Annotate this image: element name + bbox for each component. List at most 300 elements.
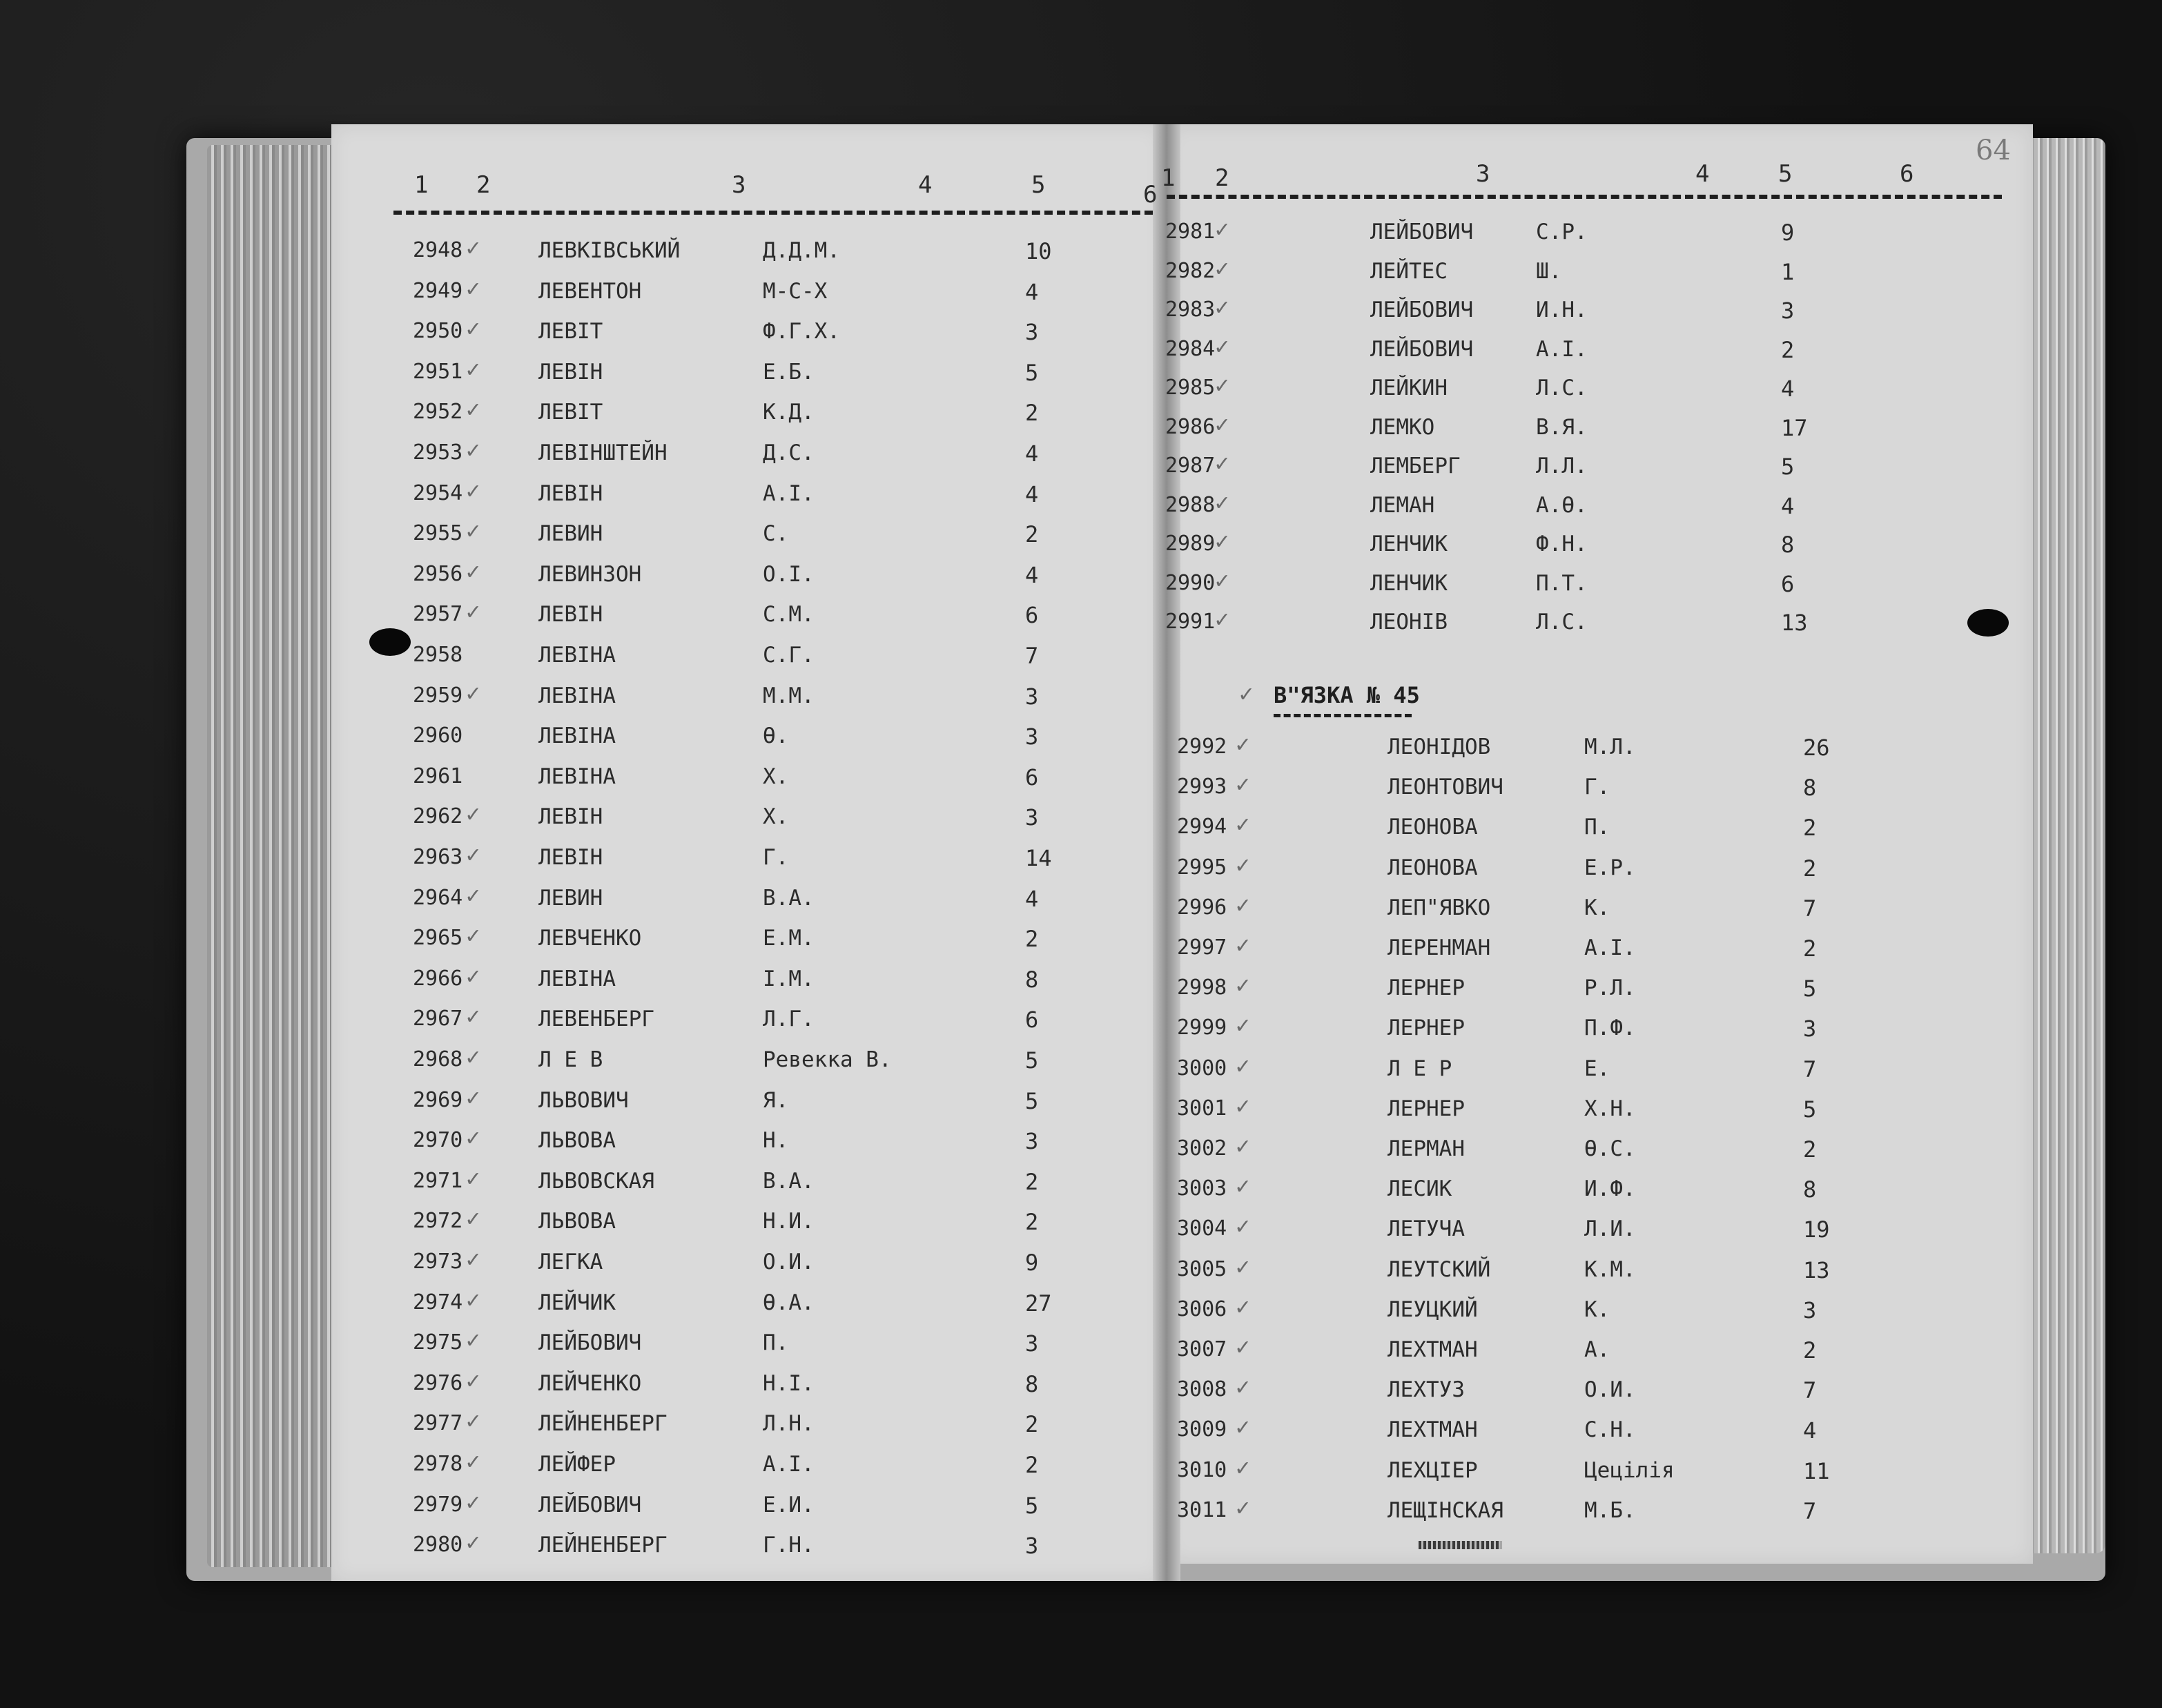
sheet-count: 11: [1803, 1457, 1830, 1484]
surname: ЛЕВІН: [538, 359, 603, 385]
left-header-col-4: 4: [918, 171, 933, 199]
check-mark-icon: ✓: [1215, 332, 1229, 360]
check-mark-icon: ✓: [1236, 1373, 1250, 1401]
bundle-heading: В"ЯЗКА № 45: [1274, 682, 1420, 708]
entry-number: 2959: [413, 683, 463, 708]
surname: ЛЕОНОВА: [1387, 815, 1478, 840]
initials: Д.С.: [763, 440, 815, 465]
sheet-count: 2: [1803, 1337, 1817, 1364]
initials: Ѳ.С.: [1584, 1136, 1636, 1161]
surname: ЛЕВІНА: [538, 683, 616, 708]
sheet-count: 4: [1025, 561, 1039, 588]
check-mark-icon: ✓: [1236, 1333, 1250, 1361]
surname: ЛЕВКІВСЬКИЙ: [538, 238, 681, 263]
initials: М.Л.: [1584, 735, 1636, 759]
bundle-check-mark: ✓: [1239, 680, 1254, 708]
entry-number: 2976: [413, 1370, 463, 1395]
initials: Ф.Н.: [1536, 532, 1588, 556]
surname: ЛЕНЧИК: [1370, 570, 1448, 596]
check-mark-icon: ✓: [1236, 1252, 1250, 1281]
initials: Х.Н.: [1584, 1096, 1636, 1121]
surname: ЛЕП"ЯВКО: [1387, 895, 1491, 920]
check-mark-icon: ✓: [466, 679, 480, 707]
check-mark-icon: ✓: [466, 1407, 480, 1435]
initials: К.М.: [1584, 1256, 1636, 1282]
sheet-count: 10: [1025, 238, 1052, 264]
sheet-count: 5: [1781, 454, 1795, 480]
sheet-count: 3: [1025, 1330, 1039, 1357]
check-mark-icon: ✓: [1236, 851, 1250, 879]
bundle-heading-underline: [1274, 714, 1412, 717]
entry-number: 2988: [1165, 492, 1216, 517]
check-mark-icon: ✓: [1236, 1091, 1250, 1120]
check-mark-icon: ✓: [1236, 891, 1250, 919]
initials: Е.: [1584, 1056, 1610, 1081]
surname: ЛЕВІТ: [538, 319, 603, 344]
entry-number: 3010: [1177, 1457, 1227, 1482]
check-mark-icon: ✓: [466, 1326, 480, 1355]
entry-number: 2991: [1165, 610, 1216, 634]
check-mark-icon: ✓: [466, 1366, 480, 1395]
sheet-count: 3: [1781, 298, 1795, 324]
left-header-rule: [393, 211, 1153, 215]
entry-number: 2987: [1165, 454, 1216, 478]
surname: ЛЕУЦКИЙ: [1387, 1297, 1478, 1322]
entry-number: 2969: [413, 1087, 463, 1112]
sheet-count: 5: [1803, 1096, 1817, 1123]
struck-out-text: [1419, 1541, 1501, 1549]
surname: ЛЕОНОВА: [1387, 855, 1478, 880]
initials: В.А.: [763, 1168, 815, 1194]
surname: ЛЕВЕНБЕРГ: [538, 1007, 654, 1032]
sheet-count: 2: [1025, 1411, 1039, 1438]
sheet-count: 8: [1025, 1370, 1039, 1397]
check-mark-icon: ✓: [466, 274, 480, 302]
check-mark-icon: ✓: [1236, 770, 1250, 799]
sheet-count: 3: [1025, 804, 1039, 831]
surname: ЛЕРМАН: [1387, 1136, 1465, 1161]
entry-number: 3003: [1177, 1176, 1227, 1201]
initials: І.М.: [763, 966, 815, 991]
check-mark-icon: ✓: [1236, 1011, 1250, 1040]
entry-number: 2979: [413, 1492, 463, 1517]
initials: К.: [1584, 895, 1610, 920]
surname: ЛЕЙЧИК: [538, 1290, 616, 1315]
check-mark-icon: ✓: [1215, 527, 1229, 555]
check-mark-icon: ✓: [1236, 1051, 1250, 1080]
surname: ЛЕВІНА: [538, 724, 616, 749]
sheet-count: 6: [1025, 602, 1039, 629]
entry-number: 3008: [1177, 1377, 1227, 1402]
sheet-count: 2: [1803, 855, 1817, 882]
sheet-count: 2: [1781, 336, 1795, 363]
initials: М-С-Х: [763, 278, 828, 304]
surname: ЛЕВІНА: [538, 764, 616, 789]
initials: Л.Г.: [763, 1007, 815, 1032]
initials: Ѳ.А.: [763, 1290, 815, 1315]
surname: ЛЕХТУЗ: [1387, 1377, 1465, 1403]
initials: Х.: [763, 804, 789, 830]
initials: А.І.: [763, 481, 815, 506]
entry-number: 2978: [413, 1452, 463, 1476]
sheet-count: 7: [1025, 643, 1039, 669]
initials: Ф.Г.Х.: [763, 319, 840, 344]
sheet-count: 2: [1025, 926, 1039, 953]
sheet-count: 2: [1803, 935, 1817, 962]
initials: А.Ѳ.: [1536, 492, 1588, 518]
surname: ЛЕЙБОВИЧ: [1370, 298, 1474, 322]
surname: ЛЕЙФЕР: [538, 1452, 616, 1477]
sheet-count: 5: [1025, 1492, 1039, 1519]
entry-number: 2993: [1177, 775, 1227, 799]
sheet-count: 3: [1803, 1016, 1817, 1042]
initials: Х.: [763, 764, 789, 789]
surname: ЛЕСИК: [1387, 1176, 1452, 1202]
entry-number: 2950: [413, 319, 463, 344]
initials: Р.Л.: [1584, 976, 1636, 1001]
initials: Н.І.: [763, 1370, 815, 1396]
check-mark-icon: ✓: [466, 1488, 480, 1516]
sheet-count: 9: [1025, 1250, 1039, 1276]
initials: М.М.: [763, 683, 815, 708]
surname: Л Е Р: [1387, 1056, 1452, 1081]
surname: ЛЕЙНЕНБЕРГ: [538, 1533, 668, 1558]
surname: ЛЬВОВИЧ: [538, 1087, 629, 1113]
sheet-count: 13: [1803, 1256, 1830, 1283]
sheet-count: 7: [1803, 1497, 1817, 1524]
check-mark-icon: ✓: [466, 1245, 480, 1273]
entry-number: 2965: [413, 926, 463, 951]
initials: М.Б.: [1584, 1497, 1636, 1523]
check-mark-icon: ✓: [1236, 931, 1250, 959]
initials: Е.Р.: [1584, 855, 1636, 880]
surname: ЛЕРНЕР: [1387, 1096, 1465, 1121]
surname: ЛЕВІНА: [538, 966, 616, 991]
entry-number: 3007: [1177, 1337, 1227, 1361]
entry-number: 2948: [413, 238, 463, 262]
entry-number: 2972: [413, 1209, 463, 1234]
check-mark-icon: ✓: [466, 841, 480, 868]
check-mark-icon: ✓: [466, 355, 480, 383]
sheet-count: 19: [1803, 1216, 1830, 1243]
check-mark-icon: ✓: [1236, 1453, 1250, 1482]
check-mark-icon: ✓: [1215, 449, 1229, 477]
sheet-count: 8: [1781, 532, 1795, 558]
sheet-count: 8: [1803, 775, 1817, 802]
initials: П.Т.: [1536, 570, 1588, 596]
entry-number: 2994: [1177, 815, 1227, 840]
ink-blot-left: [369, 628, 411, 656]
entry-number: 2957: [413, 602, 463, 627]
surname: Л Е В: [538, 1047, 603, 1072]
initials: Ѳ.: [763, 724, 789, 749]
check-mark-icon: ✓: [466, 557, 480, 585]
entry-number: 2975: [413, 1330, 463, 1355]
initials: О.И.: [763, 1250, 815, 1274]
sheet-count: 9: [1781, 220, 1795, 246]
sheet-count: 5: [1025, 359, 1039, 386]
entry-number: 3004: [1177, 1216, 1227, 1241]
surname: ЛЕГКА: [538, 1250, 603, 1274]
surname: ЛЕВЧЕНКО: [538, 926, 642, 951]
surname: ЛЕЙБОВИЧ: [538, 1330, 642, 1356]
surname: ЛЕЩІНСКАЯ: [1387, 1497, 1503, 1523]
surname: ЛЕЙБОВИЧ: [1370, 220, 1474, 244]
check-mark-icon: ✓: [1215, 605, 1229, 633]
surname: ЛЕМАН: [1370, 492, 1435, 518]
check-mark-icon: ✓: [466, 922, 480, 950]
check-mark-icon: ✓: [466, 396, 480, 424]
left-page-edges: [207, 145, 345, 1567]
entry-number: 2981: [1165, 220, 1216, 244]
sheet-count: 3: [1025, 1533, 1039, 1560]
surname: ЛЕВІН: [538, 804, 603, 830]
sheet-count: 1: [1781, 258, 1795, 285]
surname: ЛЕВІНШТЕЙН: [538, 440, 668, 465]
entry-number: 3000: [1177, 1056, 1227, 1080]
surname: ЛЕЙНЕНБЕРГ: [538, 1411, 668, 1437]
surname: ЛЕВІН: [538, 845, 603, 870]
surname: ЛЕЙБОВИЧ: [1370, 336, 1474, 362]
sheet-count: 8: [1025, 966, 1039, 993]
sheet-count: 14: [1025, 845, 1052, 871]
initials: Н.И.: [763, 1209, 815, 1234]
surname: ЛЕВІН: [538, 481, 603, 506]
check-mark-icon: ✓: [466, 800, 480, 828]
initials: А.І.: [1584, 935, 1636, 960]
initials: А.І.: [1536, 336, 1588, 362]
surname: ЛЕВИН: [538, 521, 603, 547]
sheet-count: 3: [1025, 724, 1039, 750]
sheet-count: 26: [1803, 735, 1830, 761]
check-mark-icon: ✓: [466, 315, 480, 343]
initials: Л.Н.: [763, 1411, 815, 1437]
sheet-count: 2: [1025, 400, 1039, 427]
right-header-col-6: 6: [1900, 160, 1914, 188]
entry-number: 2953: [413, 440, 463, 465]
sheet-count: 7: [1803, 1377, 1817, 1404]
initials: Д.Д.М.: [763, 238, 840, 263]
entry-number: 2951: [413, 359, 463, 384]
entry-number: 3009: [1177, 1417, 1227, 1442]
right-header-col-1: 1: [1161, 164, 1176, 192]
sheet-count: 7: [1803, 895, 1817, 922]
check-mark-icon: ✓: [1236, 1172, 1250, 1201]
entry-number: 3002: [1177, 1136, 1227, 1161]
folio-number: 64: [1976, 135, 2011, 166]
entry-number: 2954: [413, 481, 463, 505]
check-mark-icon: ✓: [466, 234, 480, 262]
check-mark-icon: ✓: [466, 1529, 480, 1557]
surname: ЛЬВОВА: [538, 1209, 616, 1234]
surname: ЛЕЙКИН: [1370, 376, 1448, 400]
entry-number: 2986: [1165, 414, 1216, 439]
surname: ЛЕУТСКИЙ: [1387, 1256, 1491, 1282]
left-header-col-5: 5: [1031, 171, 1046, 199]
ink-blot-right: [1967, 609, 2009, 637]
sheet-count: 6: [1025, 1007, 1039, 1033]
entry-number: 3005: [1177, 1256, 1227, 1281]
right-header-col-5: 5: [1778, 160, 1793, 188]
entry-number: 2995: [1177, 855, 1227, 880]
initials: А.І.: [763, 1452, 815, 1477]
initials: Г.: [763, 845, 789, 870]
check-mark-icon: ✓: [1236, 1292, 1250, 1321]
surname: ЛЕХЦІЕР: [1387, 1457, 1478, 1483]
sheet-count: 4: [1025, 440, 1039, 467]
check-mark-icon: ✓: [466, 598, 480, 626]
check-mark-icon: ✓: [466, 1043, 480, 1071]
check-mark-icon: ✓: [1215, 566, 1229, 594]
initials: С.Р.: [1536, 220, 1588, 244]
surname: ЛЕМКО: [1370, 414, 1435, 440]
sheet-count: 8: [1803, 1176, 1817, 1203]
entry-number: 2968: [413, 1047, 463, 1071]
entry-number: 2977: [413, 1411, 463, 1436]
entry-number: 2983: [1165, 298, 1216, 322]
surname: ЛЬВОВА: [538, 1128, 616, 1154]
check-mark-icon: ✓: [1236, 1493, 1250, 1522]
entry-number: 2958: [413, 643, 463, 667]
initials: К.: [1584, 1297, 1610, 1322]
check-mark-icon: ✓: [466, 881, 480, 909]
initials: С.М.: [763, 602, 815, 628]
surname: ЛЕОНІДОВ: [1387, 735, 1491, 759]
sheet-count: 5: [1025, 1047, 1039, 1074]
entry-number: 3011: [1177, 1497, 1227, 1522]
sheet-count: 2: [1025, 1452, 1039, 1478]
initials: Е.М.: [763, 926, 815, 951]
check-mark-icon: ✓: [1236, 1132, 1250, 1160]
initials: С.Н.: [1584, 1417, 1636, 1443]
check-mark-icon: ✓: [1236, 1413, 1250, 1442]
sheet-count: 5: [1803, 976, 1817, 1002]
sheet-count: 4: [1803, 1417, 1817, 1444]
left-header-col-3: 3: [732, 171, 746, 199]
check-mark-icon: ✓: [466, 1124, 480, 1152]
sheet-count: 6: [1025, 764, 1039, 790]
initials: И.Н.: [1536, 298, 1588, 322]
entry-number: 2984: [1165, 336, 1216, 361]
sheet-count: 2: [1025, 1209, 1039, 1236]
sheet-count: 2: [1803, 1136, 1817, 1163]
sheet-count: 4: [1025, 278, 1039, 305]
sheet-count: 2: [1025, 1168, 1039, 1195]
surname: ЛЕВІН: [538, 602, 603, 628]
initials: Л.С.: [1536, 610, 1588, 634]
check-mark-icon: ✓: [1215, 410, 1229, 438]
entry-number: 2967: [413, 1007, 463, 1031]
surname: ЛЕЙЧЕНКО: [538, 1370, 642, 1396]
initials: Л.С.: [1536, 376, 1588, 400]
check-mark-icon: ✓: [1236, 811, 1250, 839]
check-mark-icon: ✓: [466, 1164, 480, 1192]
initials: В.Я.: [1536, 414, 1588, 440]
entry-number: 2955: [413, 521, 463, 546]
right-header-rule: [1167, 195, 2002, 199]
initials: Л.Л.: [1536, 454, 1588, 478]
surname: ЛЕРНЕР: [1387, 1016, 1465, 1041]
sheet-count: 27: [1025, 1290, 1052, 1317]
surname: ЛЕРНЕР: [1387, 976, 1465, 1001]
entry-number: 2961: [413, 764, 463, 788]
surname: ЛЕХТМАН: [1387, 1337, 1478, 1362]
initials: Н.: [763, 1128, 789, 1154]
surname: ЛЕОНТОВИЧ: [1387, 775, 1503, 800]
initials: Г.Н.: [763, 1533, 815, 1558]
initials: К.Д.: [763, 400, 815, 425]
entry-number: 2980: [413, 1533, 463, 1557]
sheet-count: 4: [1025, 481, 1039, 507]
surname: ЛЕОНІВ: [1370, 610, 1448, 634]
entry-number: 2989: [1165, 532, 1216, 556]
surname: ЛЕВИН: [538, 885, 603, 911]
sheet-count: 3: [1025, 683, 1039, 710]
entry-number: 2974: [413, 1290, 463, 1314]
surname: ЛЕХТМАН: [1387, 1417, 1478, 1443]
check-mark-icon: ✓: [1215, 215, 1229, 243]
right-header-col-2: 2: [1215, 164, 1229, 192]
check-mark-icon: ✓: [466, 1002, 480, 1031]
sheet-count: 3: [1803, 1297, 1817, 1323]
entry-number: 2985: [1165, 376, 1216, 400]
initials: О.І.: [763, 561, 815, 587]
entry-number: 3001: [1177, 1096, 1227, 1120]
entry-number: 2992: [1177, 735, 1227, 759]
sheet-count: 4: [1781, 376, 1795, 402]
entry-number: 2952: [413, 400, 463, 425]
initials: П.: [1584, 815, 1610, 840]
initials: Е.Б.: [763, 359, 815, 385]
surname: ЛЬВОВСКАЯ: [538, 1168, 654, 1194]
check-mark-icon: ✓: [466, 436, 480, 464]
check-mark-icon: ✓: [466, 1448, 480, 1475]
entry-number: 2997: [1177, 935, 1227, 960]
initials: И.Ф.: [1584, 1176, 1636, 1202]
initials: Г.: [1584, 775, 1610, 800]
sheet-count: 2: [1025, 521, 1039, 548]
sheet-count: 5: [1025, 1087, 1039, 1114]
check-mark-icon: ✓: [1215, 488, 1229, 516]
initials: С.: [763, 521, 789, 547]
entry-number: 2990: [1165, 570, 1216, 595]
surname: ЛЕНЧИК: [1370, 532, 1448, 556]
surname: ЛЕРЕНМАН: [1387, 935, 1491, 960]
initials: В.А.: [763, 885, 815, 911]
sheet-count: 2: [1803, 815, 1817, 842]
surname: ЛЕМБЕРГ: [1370, 454, 1461, 478]
sheet-count: 6: [1781, 570, 1795, 597]
check-mark-icon: ✓: [466, 476, 480, 505]
check-mark-icon: ✓: [466, 962, 480, 990]
left-header-col-2: 2: [476, 171, 491, 199]
entry-number: 2982: [1165, 258, 1216, 283]
entry-number: 2962: [413, 804, 463, 829]
entry-number: 2949: [413, 278, 463, 303]
initials: А.: [1584, 1337, 1610, 1362]
entry-number: 2964: [413, 885, 463, 910]
initials: П.: [763, 1330, 789, 1356]
initials: Ревекка В.: [763, 1047, 892, 1072]
check-mark-icon: ✓: [466, 517, 480, 545]
surname: ЛЕЙБОВИЧ: [538, 1492, 642, 1517]
sheet-count: 4: [1025, 885, 1039, 912]
entry-number: 2956: [413, 561, 463, 586]
surname: ЛЕТУЧА: [1387, 1216, 1465, 1242]
check-mark-icon: ✓: [1215, 371, 1229, 399]
right-header-col-3: 3: [1476, 160, 1490, 188]
surname: ЛЕВІНА: [538, 643, 616, 668]
